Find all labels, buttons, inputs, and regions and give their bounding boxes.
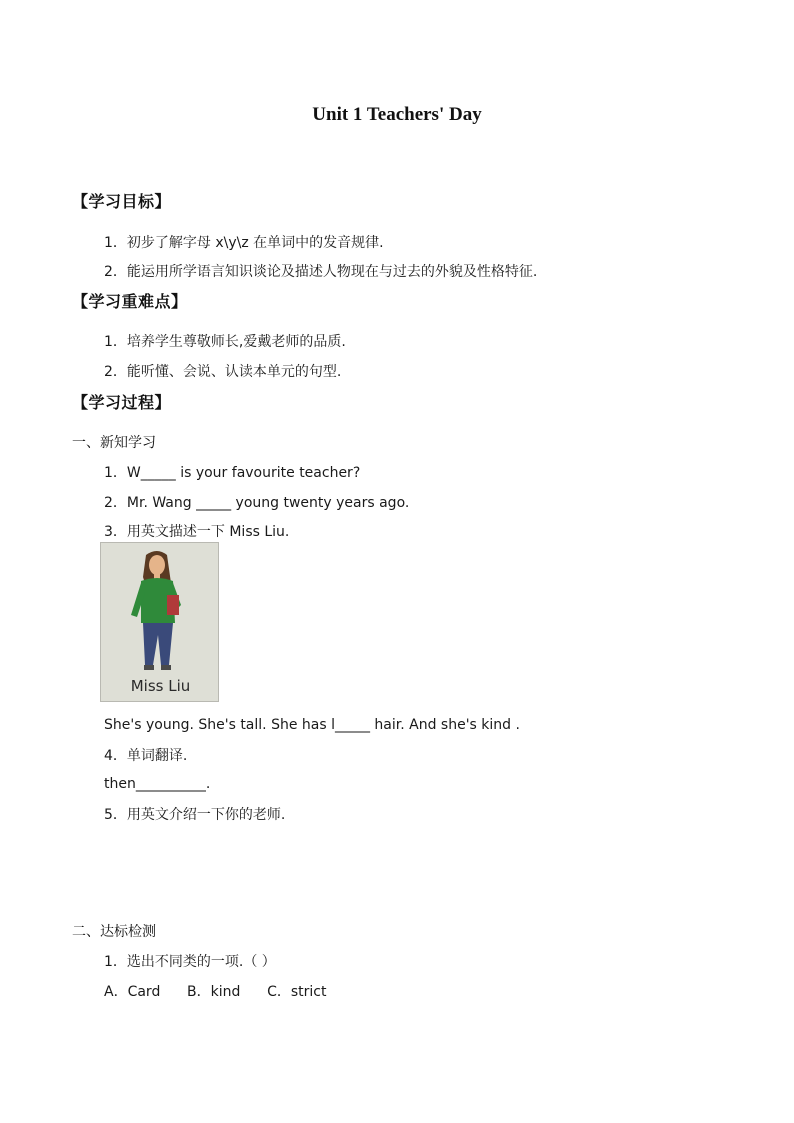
section-heading-key-points: 【学习重难点】 [72, 292, 188, 311]
part2-heading: 二、达标检测 [72, 924, 156, 940]
check-question-1: 1．选出不同类的一项.（ ） [104, 954, 276, 970]
question-2: 2．Mr. Wang _____ young twenty years ago. [104, 495, 410, 511]
question-4: 4．单词翻译. [104, 748, 188, 764]
key-point-item-1: 1．培养学生尊敬师长,爱戴老师的品质. [104, 334, 346, 350]
part1-heading: 一、新知学习 [72, 435, 156, 451]
question-1: 1．W_____ is your favourite teacher? [104, 465, 361, 481]
question-5: 5．用英文介绍一下你的老师. [104, 807, 286, 823]
section-heading-goals: 【学习目标】 [72, 192, 172, 211]
question-3-answer: She's young. She's tall. She has l_____ hair. And she's kind . [104, 717, 520, 733]
illustration-caption: Miss Liu [130, 677, 191, 695]
question-3: 3．用英文描述一下 Miss Liu. [104, 524, 290, 540]
question-4-answer: then__________. [104, 776, 211, 792]
key-point-item-2: 2．能听懂、会说、认读本单元的句型. [104, 364, 342, 380]
goal-item-1: 1．初步了解字母 x\y\z 在单词中的发音规律. [104, 235, 384, 251]
goal-item-2: 2．能运用所学语言知识谈论及描述人物现在与过去的外貌及性格特征. [104, 264, 538, 280]
miss-liu-illustration [100, 542, 219, 702]
section-heading-process: 【学习过程】 [72, 393, 172, 412]
page-title: Unit 1 Teachers' Day [312, 104, 482, 125]
check-question-1-options: A．Card B．kind C．strict [104, 984, 327, 1000]
